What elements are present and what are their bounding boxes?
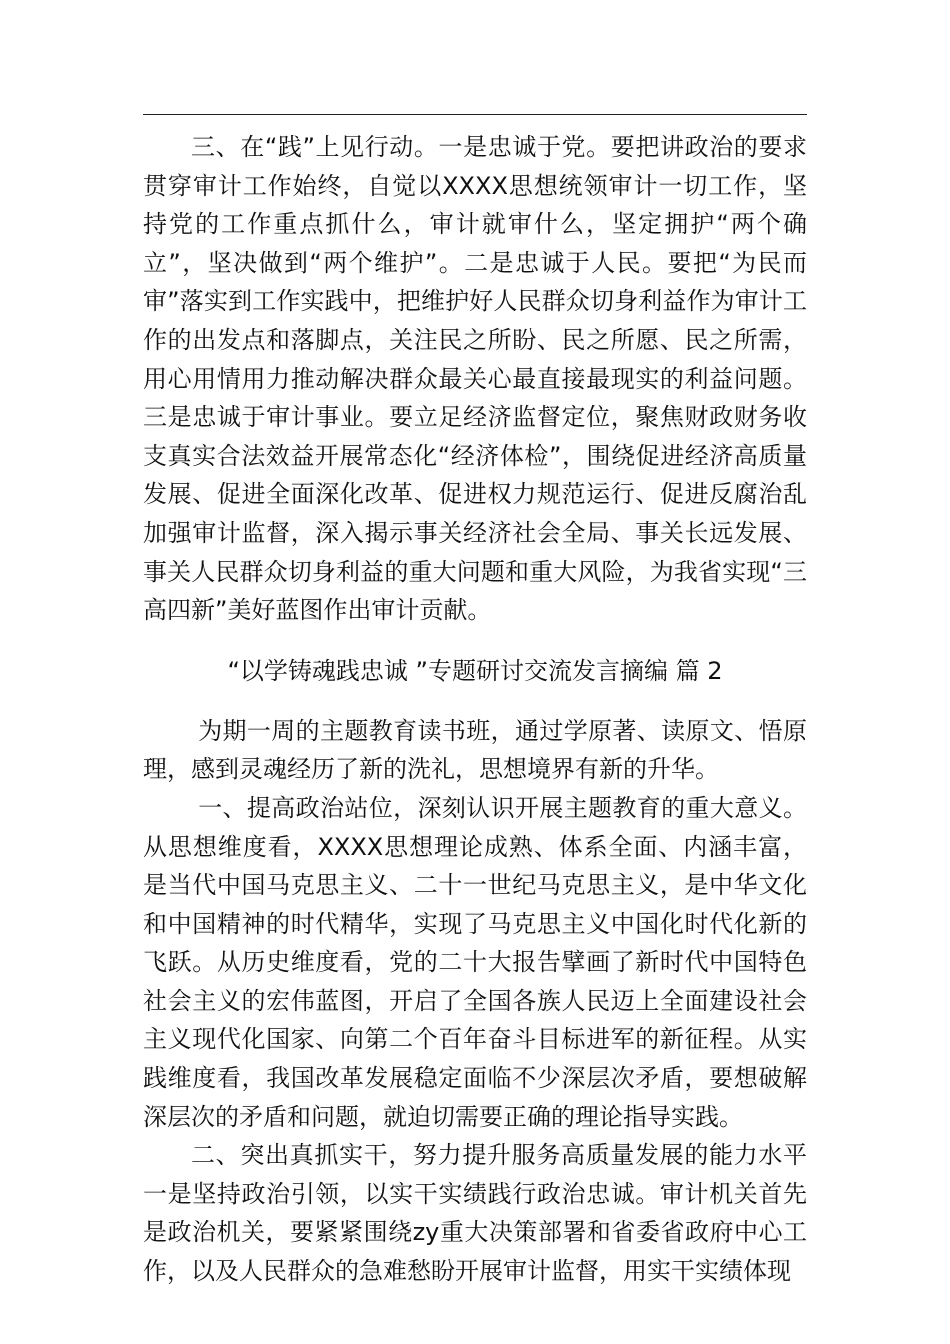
section-title: “以学铸魂践忠诚 ”专题研讨交流发言摘编 篇 2 — [227, 656, 723, 685]
header-rule — [143, 114, 807, 115]
paragraph-intro: 为期一周的主题教育读书班，通过学原著、读原文、悟原理，感到灵魂经历了新的洗礼，思想境界有新的升华。 — [143, 716, 807, 784]
paragraph-section-three: 三、在“践”上见行动。一是忠诚于党。要把讲政治的要求贯穿审计工作始终，自觉以XXXX思想统领审计一切工作，坚持党的工作重点抓什么，审计就审什么，坚定拥护“两个确立”，坚决做到“两个维护”。二是忠诚于人民。要把“为民而审”落实到工作实践中，把维护好人民群众切身利益作为审计工作的出发点和落脚点，关注民之所盼、民之所愿、民之所需，用心用情用力推动解决群众最关心最直接最现实的利益问题。三是忠诚于审计事业。要立足经济监督定位，聚焦财政财务收支真实合法效益开展常态化“经济体检”，围绕促进经济高质量发展、促进全面深化改革、促进权力规范运行、促进反腐治乱加强审计监督，深入揭示事关经济社会全局、事关长远发展、事关人民群众切身利益的重大问题和重大风险，为我省实现“三高四新”美好蓝图作出审计贡献。 — [143, 133, 807, 625]
paragraph-point-one: 一、提高政治站位，深刻认识开展主题教育的重大意义。从思想维度看，XXXX思想理论成熟、体系全面、内涵丰富，是当代中国马克思主义、二十一世纪马克思主义，是中华文化和中国精神的时代精华，实现了马克思主义中国化时代化新的飞跃。从历史维度看，党的二十大报告擘画了新时代中国特色社会主义的宏伟蓝图，开启了全国各族人民迈上全面建设社会主义现代化国家、向第二个百年奋斗目标进军的新征程。从实践维度看，我国改革发展稳定面临不少深层次矛盾，要想破解深层次的矛盾和问题，就迫切需要正确的理论指导实践。 — [143, 793, 807, 1131]
document-body — [143, 128, 807, 1291]
paragraph-point-two: 二、突出真抓实干，努力提升服务高质量发展的能力水平一是坚持政治引领，以实干实绩践行政治忠诚。审计机关首先是政治机关，要紧紧围绕zy重大决策部署和省委省政府中心工作，以及人民群众的急难愁盼开展审计监督，用实干实绩体现 — [143, 1141, 807, 1286]
